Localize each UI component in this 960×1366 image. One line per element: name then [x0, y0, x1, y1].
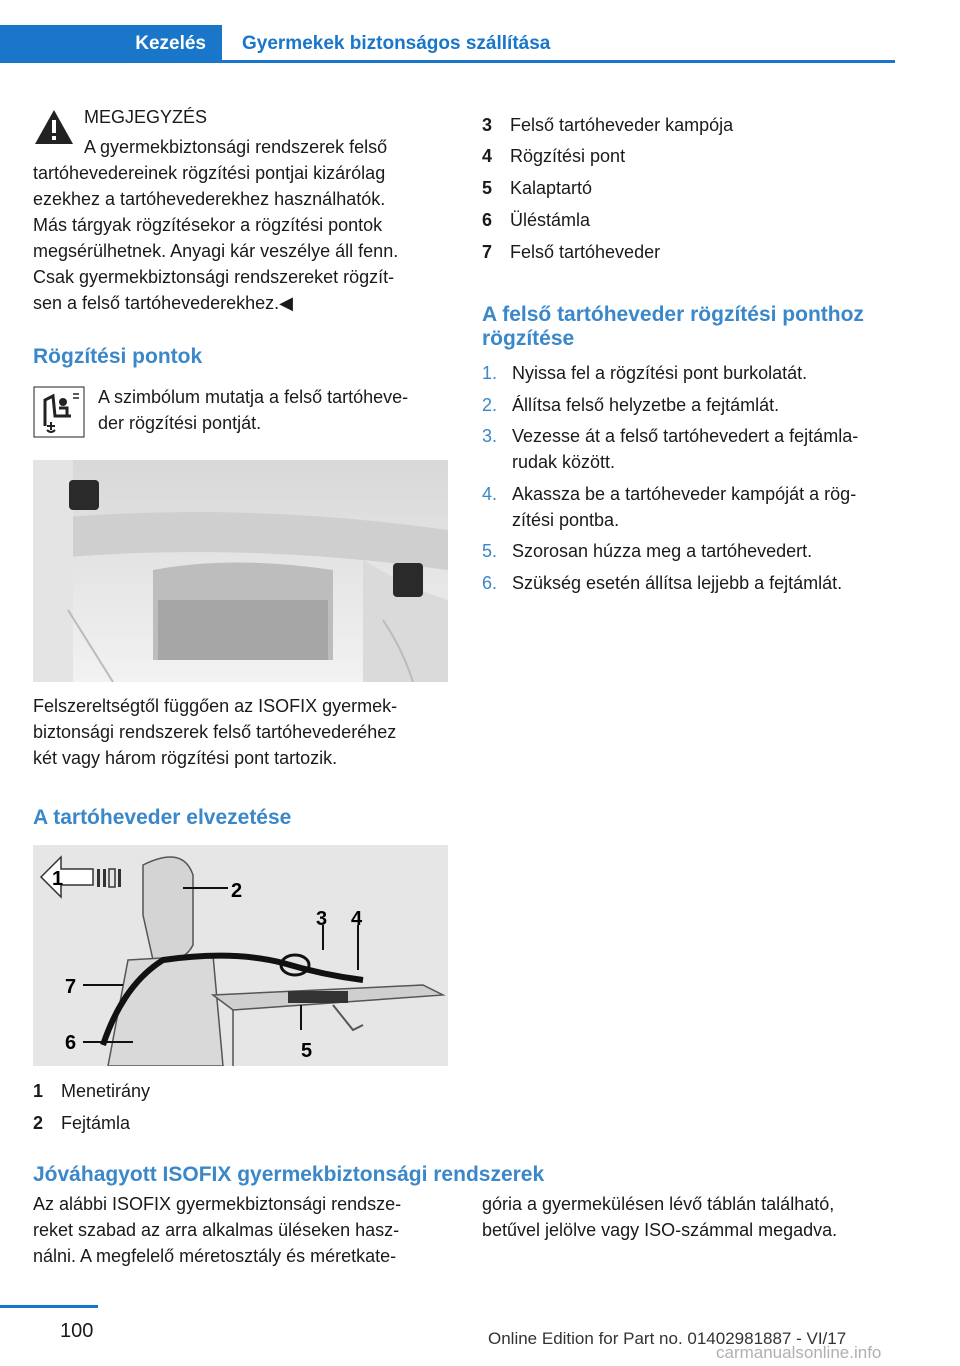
step-text: Vezesse át a felső tartóhevedert a fejtámla‐: [512, 426, 859, 446]
step-item: [482, 570, 842, 596]
legend-text: Kalaptartó: [510, 178, 593, 198]
body-text: betűvel jelölve vagy ISO-számmal megadva.: [482, 1220, 838, 1240]
legend-text: Üléstámla: [510, 210, 591, 230]
tab-gyermekek-label: Gyermekek biztonságos szállítása: [242, 33, 551, 54]
heading-rogzitese-cont: rögzítése: [482, 327, 575, 350]
diagram-label: 1: [52, 868, 64, 890]
warning-icon: [33, 108, 75, 146]
legend-item: [482, 143, 625, 169]
symbol-description: der rögzítési pontját.: [98, 413, 262, 433]
step-item: [482, 423, 858, 449]
heading-tartoheveder-elvezetese: A tartóheveder elvezetése: [33, 806, 292, 829]
footer-rule: [0, 1305, 98, 1308]
warning-title: MEGJEGYZÉS: [84, 107, 208, 127]
step-number: 2.: [482, 395, 498, 415]
diagram-label: 2: [231, 880, 243, 902]
heading-jovahagyott-isofix: Jóváhagyott ISOFIX gyermekbiztonsági rendszerek: [33, 1163, 545, 1186]
diagram-label: 7: [65, 976, 77, 998]
legend-text: Felső tartóheveder: [510, 242, 661, 262]
warning-line: sen a felső tartóhevederekhez.◀: [33, 293, 293, 313]
body-text: két vagy három rögzítési pont tartozik.: [33, 748, 338, 768]
legend-number: 2: [33, 1113, 44, 1133]
diagram-label: 6: [65, 1032, 77, 1054]
tab-kezeles[interactable]: [0, 25, 222, 63]
body-text: nálni. A megfelelő méretosztály és méretkate‐: [33, 1246, 397, 1266]
heading-rogzitesi-pontok: Rögzítési pontok: [33, 345, 203, 368]
legend-number: 7: [482, 242, 493, 262]
body-text: gória a gyermekülésen lévő táblán található,: [482, 1194, 835, 1214]
step-text: Állítsa felső helyzetbe a fejtámlát.: [512, 395, 780, 415]
diagram-label: 3: [316, 908, 328, 930]
page-number: 100: [60, 1320, 94, 1342]
step-item: [482, 538, 812, 564]
step-number: 1.: [482, 363, 498, 383]
strap-routing-diagram: [33, 845, 448, 1066]
legend-text: Felső tartóheveder kampója: [510, 115, 734, 135]
warning-line: ezekhez a tartóhevederekhez használhatók.: [33, 189, 386, 209]
step-text: Akassza be a tartóheveder kampóját a rög‐: [512, 484, 857, 504]
step-item: [482, 481, 856, 507]
step-number: 3.: [482, 426, 498, 446]
chapter-header: [0, 25, 895, 63]
warning-line: tartóhevedereinek rögzítési pontjai kizárólag: [33, 163, 386, 183]
body-text: Az alábbi ISOFIX gyermekbiztonsági rendsze‐: [33, 1194, 402, 1214]
step-item: [482, 392, 779, 418]
edition-text: Online Edition for Part no. 01402981887 - VI/17: [488, 1329, 847, 1348]
diagram-label: 5: [301, 1040, 313, 1062]
legend-number: 4: [482, 146, 493, 166]
legend-text: Menetirány: [61, 1081, 151, 1101]
legend-item: [33, 1110, 130, 1136]
legend-text: Rögzítési pont: [510, 146, 626, 166]
step-item: [482, 360, 807, 386]
step-text: Szorosan húzza meg a tartóhevedert.: [512, 541, 813, 561]
body-text: Felszereltségtől függően az ISOFIX gyermek‐: [33, 696, 398, 716]
step-text-cont: zítési pontba.: [512, 510, 620, 530]
legend-item: [482, 239, 660, 265]
step-number: 6.: [482, 573, 498, 593]
step-text: Szükség esetén állítsa lejjebb a fejtámlát.: [512, 573, 843, 593]
warning-line: Más tárgyak rögzítésekor a rögzítési pontok: [33, 215, 383, 235]
heading-rogzitese: A felső tartóheveder rögzítési ponthoz: [482, 303, 864, 326]
watermark-text: carmanualsonline.info: [716, 1343, 882, 1362]
legend-item: [482, 207, 590, 233]
symbol-description: A szimbólum mutatja a felső tartóheve‐: [98, 387, 409, 407]
step-text: Nyissa fel a rögzítési pont burkolatát.: [512, 363, 808, 383]
body-text: reket szabad az arra alkalmas üléseken hasz‐: [33, 1220, 400, 1240]
warning-line: A gyermekbiztonsági rendszerek felső: [84, 137, 388, 157]
isofix-anchor-icon: [33, 386, 85, 438]
warning-line: megsérülhetnek. Anyagi kár veszélye áll fenn.: [33, 241, 399, 261]
legend-number: 5: [482, 178, 493, 198]
legend-item: [482, 112, 733, 138]
tab-kezeles-label: Kezelés: [135, 33, 206, 54]
legend-text: Fejtámla: [61, 1113, 131, 1133]
step-text-cont: rudak között.: [512, 452, 616, 472]
tab-gyermekek[interactable]: [222, 25, 895, 63]
rear-shelf-photo: [33, 460, 448, 682]
legend-item: [33, 1078, 150, 1104]
body-text: biztonsági rendszerek felső tartóhevederéhez: [33, 722, 397, 742]
step-number: 4.: [482, 484, 498, 504]
legend-number: 3: [482, 115, 493, 135]
legend-number: 6: [482, 210, 493, 230]
diagram-label: 4: [351, 908, 363, 930]
legend-number: 1: [33, 1081, 44, 1101]
header-rule: [0, 60, 895, 63]
warning-line: Csak gyermekbiztonsági rendszereket rögzít‐: [33, 267, 395, 287]
legend-item: [482, 175, 592, 201]
step-number: 5.: [482, 541, 498, 561]
